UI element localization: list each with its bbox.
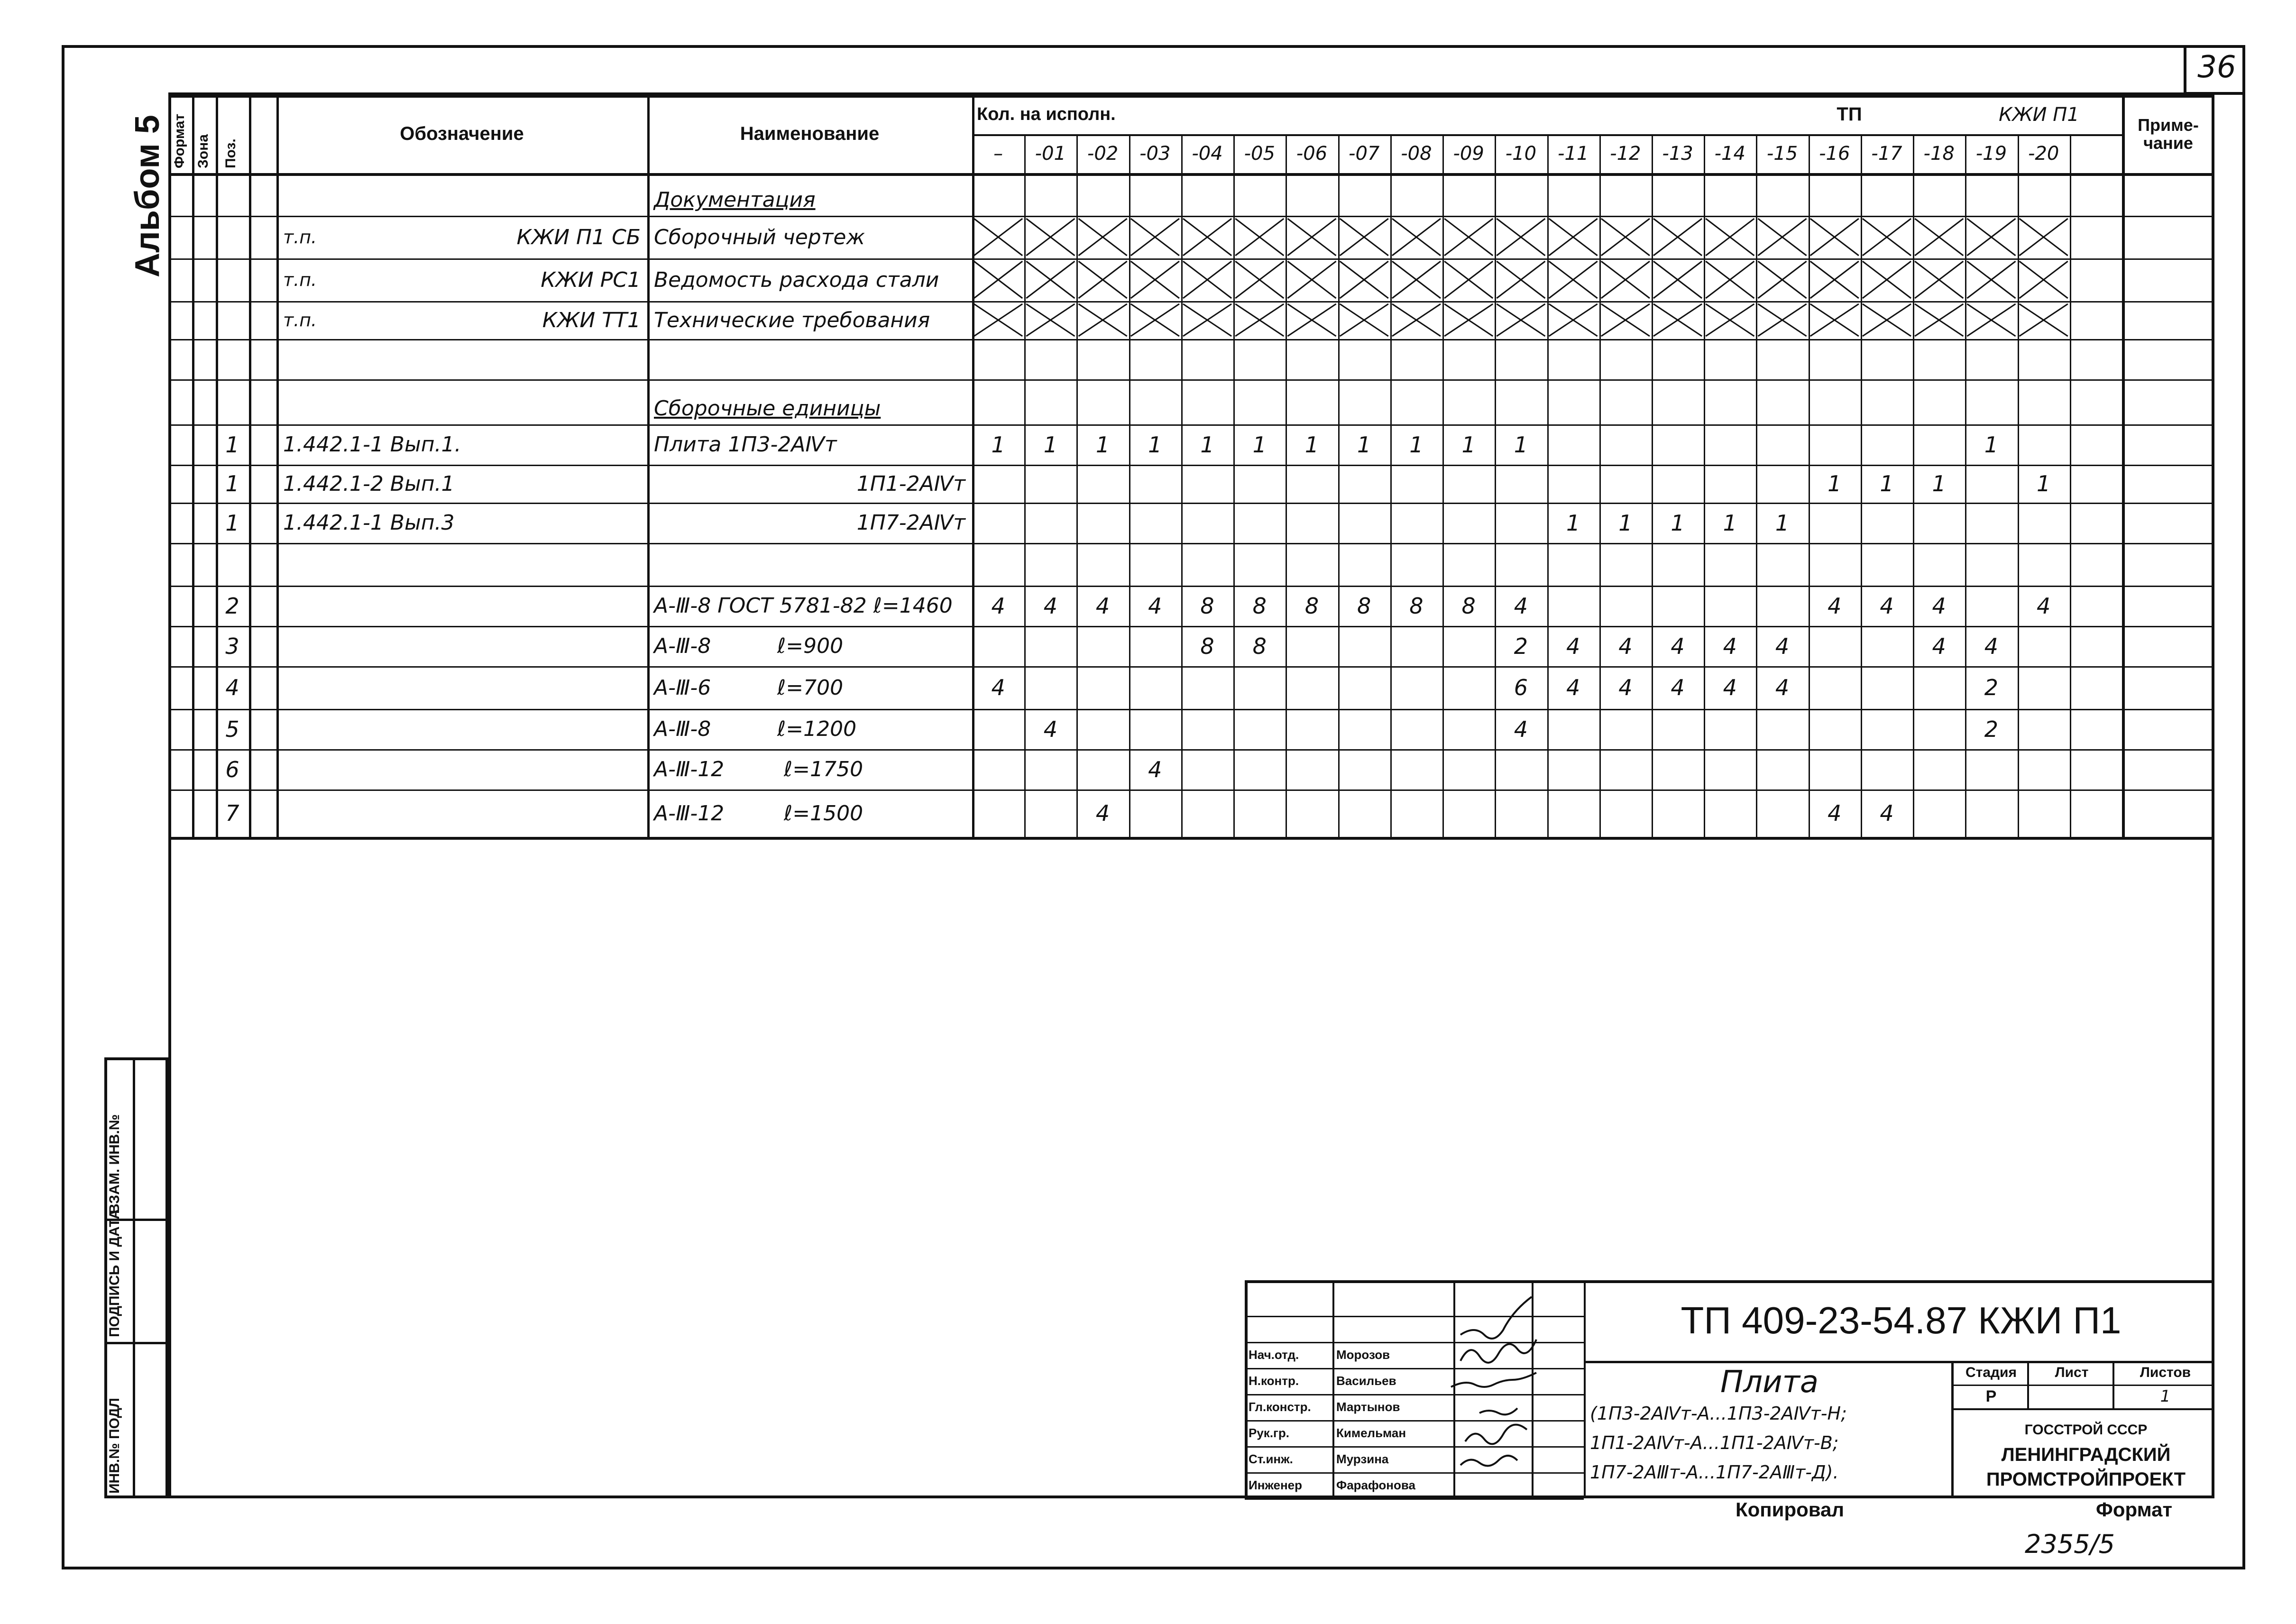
- row-name: А-Ⅲ-12 ℓ=1500: [654, 801, 863, 826]
- qty-cell: 4: [1775, 633, 1790, 659]
- row-pos: 3: [225, 633, 239, 659]
- stage-value: Р: [1985, 1387, 1997, 1405]
- variant-header: -01: [1035, 143, 1066, 165]
- row-designation: 1.442.1-1 Вып.3: [283, 511, 455, 535]
- qty-cell: 8: [1200, 593, 1214, 619]
- qty-cell: 4: [1984, 633, 1999, 659]
- signature-mark: [1479, 1408, 1517, 1414]
- sheet-label: Лист: [2055, 1365, 2089, 1380]
- row-name: Документация: [654, 188, 816, 212]
- qty-cell: 1: [1775, 510, 1790, 536]
- qty-cell: 1: [1148, 431, 1162, 458]
- qty-cell: 4: [1043, 716, 1057, 742]
- header-designation: Обозначение: [400, 123, 524, 144]
- stage-label: Стадия: [1965, 1365, 2017, 1380]
- qty-cell: 4: [1095, 800, 1110, 826]
- qty-cell: 2: [1984, 716, 1999, 742]
- qty-cell: 4: [1618, 675, 1633, 700]
- row-pos: 5: [225, 716, 239, 742]
- person-name: Морозов: [1336, 1348, 1390, 1362]
- qty-cell: 4: [1932, 633, 1946, 659]
- qty-cell: 1: [1095, 431, 1110, 458]
- qty-cell: 1: [1618, 510, 1633, 536]
- qty-cell: 1: [1200, 431, 1214, 458]
- variant-header: –: [993, 143, 1003, 165]
- qty-cell: 8: [1200, 633, 1214, 659]
- row-name: Ведомость расхода стали: [654, 267, 939, 292]
- row-designation: 1.442.1-1 Вып.1.: [283, 432, 461, 457]
- qty-cell: 1: [1304, 431, 1319, 458]
- row-name: Сборочный чертеж: [654, 225, 865, 249]
- header-note: Приме- чание: [2138, 115, 2199, 153]
- row-pos: 4: [225, 675, 239, 700]
- qty-cell: 8: [1252, 633, 1267, 659]
- qty-cell: 1: [991, 431, 1005, 458]
- qty-cell: 1: [1880, 471, 1894, 496]
- qty-cell: 4: [1514, 716, 1528, 742]
- variant-header: -10: [1505, 143, 1537, 165]
- qty-cell: 4: [2037, 593, 2051, 619]
- qty-cell: 4: [1618, 633, 1633, 659]
- signature-mark: [1451, 1373, 1536, 1387]
- qty-cell: 4: [1880, 800, 1894, 826]
- row-pos: 1: [225, 471, 239, 496]
- variant-header: -14: [1714, 143, 1745, 165]
- qty-cell: 2: [1514, 633, 1528, 659]
- row-name: 1П1-2АⅣт: [856, 471, 965, 496]
- person-name: Мартынов: [1336, 1400, 1400, 1414]
- qty-cell: 1: [1409, 431, 1424, 458]
- row-prefix: т.п.: [283, 269, 317, 290]
- signature-mark: [1460, 1456, 1517, 1466]
- role-label: Н.контр.: [1249, 1374, 1299, 1388]
- qty-cell: 4: [1828, 593, 1842, 619]
- header-tp: ТП: [1837, 104, 1862, 125]
- variant-header: -08: [1401, 143, 1432, 165]
- qty-cell: 1: [1932, 471, 1946, 496]
- variant-header: -07: [1349, 143, 1380, 165]
- variant-header: -20: [2028, 143, 2059, 165]
- signature-mark: [1460, 1297, 1532, 1339]
- variant-header: -02: [1087, 143, 1119, 165]
- qty-cell: 4: [1148, 593, 1162, 619]
- album-label: Альбом 5: [129, 115, 166, 277]
- qty-cell: 4: [1775, 675, 1790, 700]
- person-name: Кимельман: [1336, 1426, 1406, 1440]
- qty-cell: 8: [1357, 593, 1371, 619]
- qty-cell: 4: [991, 675, 1005, 700]
- row-pos: 2: [225, 593, 239, 619]
- variant-header: -09: [1453, 143, 1484, 165]
- signature-mark: [1460, 1340, 1536, 1363]
- row-pos: 1: [225, 510, 239, 536]
- organization: ПРОМСТРОЙПРОЕКТ: [1986, 1468, 2186, 1490]
- drawing-subtitle: (1П3-2АⅣт-А...1П3-2АⅣт-Н;: [1590, 1403, 1847, 1424]
- row-name: А-Ⅲ-8 ℓ=1200: [654, 717, 857, 741]
- variant-header: -13: [1662, 143, 1693, 165]
- qty-cell: 8: [1304, 593, 1319, 619]
- variant-header: -06: [1296, 143, 1328, 165]
- stamp-inv-podl: ИНВ.№ ПОДЛ: [107, 1398, 122, 1494]
- row-pos: 1: [225, 431, 239, 458]
- format-label: Формат: [2096, 1498, 2173, 1521]
- header-name: Наименование: [740, 123, 880, 144]
- row-pos: 6: [225, 756, 239, 782]
- qty-cell: 1: [1461, 431, 1476, 458]
- sheets-label: Листов: [2140, 1365, 2191, 1380]
- qty-cell: 1: [1252, 431, 1267, 458]
- organization: ГОССТРОЙ СССР: [2024, 1422, 2148, 1438]
- header-pos: Поз.: [223, 138, 239, 168]
- qty-cell: 1: [1357, 431, 1371, 458]
- qty-cell: 4: [991, 593, 1005, 619]
- qty-cell: 4: [1828, 800, 1842, 826]
- row-name: А-Ⅲ-6 ℓ=700: [654, 675, 844, 700]
- qty-cell: 1: [1514, 431, 1528, 458]
- qty-cell: 4: [1723, 633, 1737, 659]
- stamp-signature-date: ПОДПИСЬ И ДАТА: [107, 1209, 122, 1337]
- qty-cell: 1: [1723, 510, 1737, 536]
- qty-cell: 4: [1880, 593, 1894, 619]
- variant-header: -19: [1975, 143, 2007, 165]
- variant-header: -05: [1244, 143, 1275, 165]
- drawing-subtitle: 1П1-2АⅣт-А...1П1-2АⅣт-В;: [1590, 1432, 1839, 1453]
- person-name: Мурзина: [1336, 1452, 1389, 1466]
- role-label: Нач.отд.: [1249, 1348, 1299, 1362]
- qty-cell: 1: [1043, 431, 1057, 458]
- stamp-vzam-inv: ВЗАМ. ИНВ.№: [107, 1114, 122, 1214]
- row-name: Технические требования: [654, 308, 930, 332]
- qty-cell: 2: [1984, 675, 1999, 700]
- organization: ЛЕНИНГРАДСКИЙ: [2001, 1444, 2171, 1465]
- signature-mark: [1465, 1425, 1527, 1444]
- qty-cell: 6: [1514, 675, 1528, 700]
- row-designation: 1.442.1-2 Вып.1: [283, 471, 455, 496]
- sheets-value: 1: [2160, 1387, 2171, 1406]
- header-format: Формат: [172, 113, 187, 168]
- variant-header: -17: [1871, 143, 1902, 165]
- qty-cell: 8: [1409, 593, 1424, 619]
- header-kzhi: КЖИ П1: [1999, 103, 2079, 126]
- qty-cell: 4: [1671, 675, 1685, 700]
- variant-header: -11: [1557, 143, 1589, 165]
- qty-cell: 4: [1671, 633, 1685, 659]
- row-name: Плита 1П3-2АⅣт: [654, 432, 837, 457]
- variant-header: -03: [1139, 143, 1171, 165]
- header-zone: Зона: [195, 134, 211, 168]
- qty-cell: 4: [1095, 593, 1110, 619]
- qty-cell: 4: [1932, 593, 1946, 619]
- row-name: Сборочные единицы: [654, 396, 881, 421]
- row-prefix: т.п.: [283, 227, 317, 248]
- variant-header: -16: [1819, 143, 1850, 165]
- copied-label: Копировал: [1736, 1498, 1845, 1521]
- qty-cell: 1: [1984, 431, 1999, 458]
- row-designation: КЖИ П1 СБ: [516, 225, 641, 249]
- row-name: А-Ⅲ-12 ℓ=1750: [654, 757, 863, 781]
- qty-cell: 8: [1461, 593, 1476, 619]
- row-designation: КЖИ РС1: [541, 267, 641, 292]
- drawing-subtitle: 1П7-2АⅢт-А...1П7-2АⅢт-Д).: [1590, 1462, 1839, 1483]
- qty-cell: 4: [1514, 593, 1528, 619]
- row-name: А-Ⅲ-8 ГОСТ 5781-82 ℓ=1460: [654, 594, 953, 618]
- doc-code: ТП 409-23-54.87 КЖИ П1: [1681, 1299, 2122, 1341]
- variant-header: -12: [1610, 143, 1641, 165]
- role-label: Рук.гр.: [1249, 1426, 1289, 1440]
- qty-cell: 4: [1148, 756, 1162, 782]
- qty-cell: 1: [1671, 510, 1685, 536]
- qty-cell: 1: [1828, 471, 1842, 496]
- qty-cell: 4: [1566, 633, 1580, 659]
- row-name: 1П7-2АⅣт: [856, 511, 965, 535]
- row-prefix: т.п.: [283, 310, 317, 330]
- variant-header: -15: [1766, 143, 1798, 165]
- person-name: Фарафонова: [1336, 1478, 1415, 1492]
- qty-cell: 1: [1566, 510, 1580, 536]
- row-pos: 7: [225, 800, 239, 826]
- role-label: Гл.констр.: [1249, 1400, 1311, 1414]
- drawing-title: Плита: [1720, 1365, 1819, 1400]
- qty-cell: 1: [2037, 471, 2051, 496]
- sheet-number: 36: [2197, 50, 2236, 85]
- qty-cell: 8: [1252, 593, 1267, 619]
- row-name: А-Ⅲ-8 ℓ=900: [654, 634, 844, 658]
- role-label: Инженер: [1249, 1478, 1302, 1492]
- qty-cell: 4: [1723, 675, 1737, 700]
- qty-cell: 4: [1043, 593, 1057, 619]
- row-designation: КЖИ ТТ1: [542, 308, 641, 332]
- variant-header: -04: [1192, 143, 1223, 165]
- bottom-number: 2355/5: [2025, 1529, 2115, 1559]
- qty-cell: 4: [1566, 675, 1580, 700]
- header-qty: Кол. на исполн.: [977, 104, 1116, 124]
- role-label: Ст.инж.: [1249, 1452, 1293, 1466]
- variant-header: -18: [1923, 143, 1955, 165]
- person-name: Васильев: [1336, 1374, 1396, 1388]
